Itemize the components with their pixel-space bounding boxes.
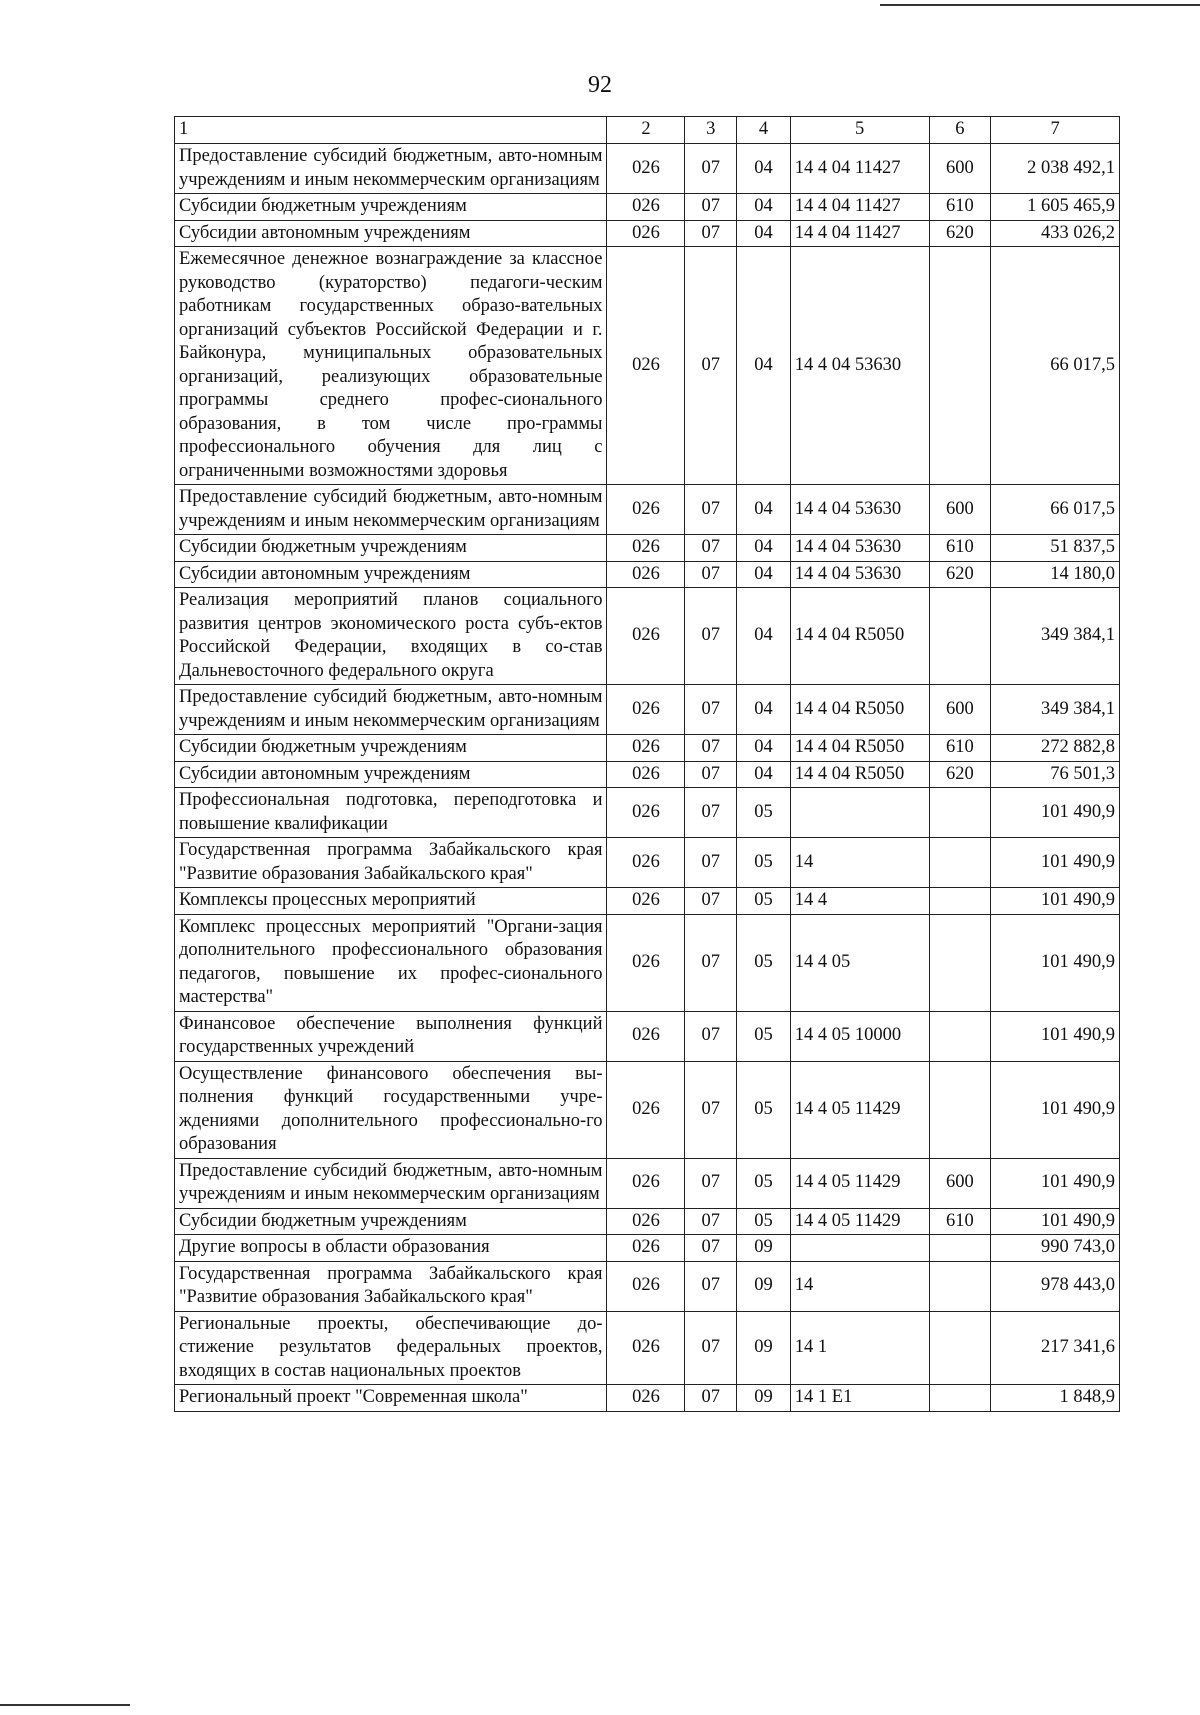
table-row [175,838,1120,888]
row-amount: 349 384,1 [991,588,1120,685]
row-subsection: 04 [737,194,791,221]
row-amount: 101 490,9 [991,914,1120,1011]
row-expense-type: 610 [929,1208,991,1235]
row-name: Субсидии бюджетным учреждениям [175,194,607,221]
header-col-2: 2 [607,117,685,144]
row-section: 07 [685,144,737,194]
row-code: 026 [607,535,685,562]
row-section: 07 [685,220,737,247]
row-target-article: 14 4 05 11429 [790,1158,929,1208]
table-row [175,561,1120,588]
row-subsection: 04 [737,761,791,788]
table-row [175,588,1120,685]
row-target-article: 14 4 04 R5050 [790,735,929,762]
table-row [175,485,1120,535]
row-expense-type [929,1011,991,1061]
row-expense-type: 610 [929,194,991,221]
row-expense-type: 600 [929,1158,991,1208]
row-name: Государственная программа Забайкальского края "Развитие образования Забайкальского края" [175,838,607,888]
row-amount: 1 848,9 [991,1385,1120,1412]
row-section: 07 [685,1208,737,1235]
row-expense-type [929,838,991,888]
row-name: Комплексы процессных мероприятий [175,888,607,915]
row-target-article: 14 4 04 R5050 [790,588,929,685]
row-code: 026 [607,220,685,247]
row-expense-type [929,247,991,485]
table-row [175,761,1120,788]
table-row [175,685,1120,735]
row-section: 07 [685,194,737,221]
row-expense-type: 600 [929,144,991,194]
row-section: 07 [685,914,737,1011]
row-target-article: 14 4 [790,888,929,915]
row-expense-type: 620 [929,220,991,247]
row-expense-type: 620 [929,561,991,588]
row-subsection: 04 [737,685,791,735]
row-section: 07 [685,888,737,915]
row-section: 07 [685,735,737,762]
row-code: 026 [607,588,685,685]
table-row [175,1208,1120,1235]
row-name: Осуществление финансового обеспечения вы-полнения функций государственными учре-ждениями дополнительного профессионально-го образования [175,1061,607,1158]
row-code: 026 [607,194,685,221]
row-code: 026 [607,144,685,194]
table-row [175,1011,1120,1061]
row-amount: 272 882,8 [991,735,1120,762]
table-row [175,1385,1120,1412]
row-amount: 1 605 465,9 [991,194,1120,221]
row-subsection: 04 [737,535,791,562]
row-expense-type [929,914,991,1011]
row-section: 07 [685,761,737,788]
row-amount: 101 490,9 [991,1011,1120,1061]
row-name: Предоставление субсидий бюджетным, авто-номным учреждениям и иным некоммерческим организациям [175,485,607,535]
row-amount: 101 490,9 [991,888,1120,915]
row-name: Субсидии бюджетным учреждениям [175,1208,607,1235]
row-target-article [790,1235,929,1262]
row-subsection: 04 [737,247,791,485]
table-row [175,1261,1120,1311]
row-name: Другие вопросы в области образования [175,1235,607,1262]
row-code: 026 [607,888,685,915]
row-amount: 433 026,2 [991,220,1120,247]
row-subsection: 09 [737,1385,791,1412]
row-amount: 51 837,5 [991,535,1120,562]
row-code: 026 [607,1311,685,1385]
row-target-article: 14 4 04 53630 [790,485,929,535]
row-code: 026 [607,761,685,788]
scan-edge-line-bottom [0,1704,130,1706]
row-name: Региональные проекты, обеспечивающие до-стижение результатов федеральных проектов, входящих в состав национальных проектов [175,1311,607,1385]
row-subsection: 09 [737,1261,791,1311]
row-amount: 66 017,5 [991,485,1120,535]
row-section: 07 [685,838,737,888]
table-row [175,1311,1120,1385]
row-expense-type: 610 [929,535,991,562]
row-subsection: 05 [737,914,791,1011]
row-subsection: 04 [737,220,791,247]
row-target-article: 14 4 05 11429 [790,1061,929,1158]
row-name: Субсидии бюджетным учреждениям [175,535,607,562]
row-target-article: 14 4 04 11427 [790,220,929,247]
row-code: 026 [607,1385,685,1412]
row-code: 026 [607,1208,685,1235]
row-target-article: 14 4 04 53630 [790,561,929,588]
row-target-article: 14 4 05 11429 [790,1208,929,1235]
row-code: 026 [607,1158,685,1208]
row-expense-type [929,1385,991,1412]
row-name: Субсидии автономным учреждениям [175,761,607,788]
scan-edge-line-top [880,4,1200,6]
row-amount: 14 180,0 [991,561,1120,588]
row-subsection: 05 [737,838,791,888]
row-name: Предоставление субсидий бюджетным, авто-номным учреждениям и иным некоммерческим организациям [175,685,607,735]
table-row [175,788,1120,838]
page-number: 92 [588,72,612,98]
row-code: 026 [607,735,685,762]
row-section: 07 [685,1011,737,1061]
row-section: 07 [685,1311,737,1385]
row-amount: 101 490,9 [991,1158,1120,1208]
row-subsection: 04 [737,144,791,194]
row-amount: 349 384,1 [991,685,1120,735]
row-expense-type [929,1061,991,1158]
row-target-article: 14 4 04 53630 [790,535,929,562]
budget-table [174,116,1120,1412]
header-col-4: 4 [737,117,791,144]
row-subsection: 04 [737,588,791,685]
row-name: Финансовое обеспечение выполнения функций государственных учреждений [175,1011,607,1061]
table-row [175,914,1120,1011]
row-code: 026 [607,561,685,588]
row-name: Реализация мероприятий планов социального развития центров экономического роста субъ-ектов Российской Федерации, входящих в со-став Дальневосточного федерального округа [175,588,607,685]
row-name: Ежемесячное денежное вознаграждение за классное руководство (кураторство) педагоги-ческим работникам государственных образо-вательных организаций субъектов Российской Федерации и г. Байконура, муниципальных образовательных организаций, реализующих образовательные программы среднего профес-сионального образования, в том числе про-граммы профессионального обучения для лиц с ограниченными возможностями здоровья [175,247,607,485]
row-subsection: 09 [737,1311,791,1385]
row-target-article: 14 1 [790,1311,929,1385]
row-name: Профессиональная подготовка, переподготовка и повышение квалификации [175,788,607,838]
row-name: Субсидии автономным учреждениям [175,220,607,247]
table-row [175,144,1120,194]
header-col-5: 5 [790,117,929,144]
row-name: Субсидии бюджетным учреждениям [175,735,607,762]
table-row [175,535,1120,562]
row-expense-type [929,788,991,838]
table-row [175,220,1120,247]
row-code: 026 [607,685,685,735]
row-expense-type: 610 [929,735,991,762]
row-section: 07 [685,247,737,485]
row-subsection: 04 [737,735,791,762]
table-row [175,735,1120,762]
row-subsection: 05 [737,788,791,838]
row-code: 026 [607,485,685,535]
row-expense-type [929,1235,991,1262]
row-code: 026 [607,838,685,888]
row-amount: 101 490,9 [991,1208,1120,1235]
row-subsection: 05 [737,1011,791,1061]
table-row [175,1061,1120,1158]
row-subsection: 05 [737,1061,791,1158]
row-amount: 101 490,9 [991,1061,1120,1158]
row-target-article: 14 4 04 53630 [790,247,929,485]
row-expense-type [929,588,991,685]
row-target-article: 14 4 04 11427 [790,144,929,194]
row-code: 026 [607,1011,685,1061]
row-section: 07 [685,485,737,535]
row-target-article: 14 4 05 10000 [790,1011,929,1061]
row-target-article: 14 [790,838,929,888]
row-amount: 978 443,0 [991,1261,1120,1311]
header-col-7: 7 [991,117,1120,144]
row-target-article: 14 4 04 11427 [790,194,929,221]
header-col-6: 6 [929,117,991,144]
row-name: Комплекс процессных мероприятий "Органи-зация дополнительного профессионального образования педагогов, повышение их профес-сионального мастерства" [175,914,607,1011]
row-section: 07 [685,1385,737,1412]
row-code: 026 [607,1235,685,1262]
row-amount: 217 341,6 [991,1311,1120,1385]
row-amount: 101 490,9 [991,788,1120,838]
row-section: 07 [685,685,737,735]
row-target-article: 14 1 E1 [790,1385,929,1412]
row-name: Государственная программа Забайкальского края "Развитие образования Забайкальского края" [175,1261,607,1311]
row-amount: 66 017,5 [991,247,1120,485]
row-section: 07 [685,535,737,562]
row-amount: 990 743,0 [991,1235,1120,1262]
table-row [175,1235,1120,1262]
row-name: Региональный проект "Современная школа" [175,1385,607,1412]
row-section: 07 [685,588,737,685]
header-col-1: 1 [175,117,607,144]
row-section: 07 [685,1261,737,1311]
row-target-article: 14 4 05 [790,914,929,1011]
row-amount: 101 490,9 [991,838,1120,888]
row-amount: 2 038 492,1 [991,144,1120,194]
row-subsection: 04 [737,561,791,588]
row-expense-type: 600 [929,485,991,535]
row-section: 07 [685,1235,737,1262]
table-row [175,194,1120,221]
table-row [175,247,1120,485]
header-col-3: 3 [685,117,737,144]
row-target-article [790,788,929,838]
table-row [175,1158,1120,1208]
row-section: 07 [685,1061,737,1158]
row-subsection: 04 [737,485,791,535]
row-expense-type [929,1311,991,1385]
row-code: 026 [607,247,685,485]
row-target-article: 14 [790,1261,929,1311]
row-subsection: 09 [737,1235,791,1262]
row-code: 026 [607,914,685,1011]
row-amount: 76 501,3 [991,761,1120,788]
row-section: 07 [685,1158,737,1208]
row-target-article: 14 4 04 R5050 [790,761,929,788]
row-subsection: 05 [737,888,791,915]
row-code: 026 [607,1061,685,1158]
row-expense-type [929,888,991,915]
row-expense-type: 620 [929,761,991,788]
row-section: 07 [685,561,737,588]
row-name: Предоставление субсидий бюджетным, авто-номным учреждениям и иным некоммерческим организациям [175,1158,607,1208]
row-name: Предоставление субсидий бюджетным, авто-номным учреждениям и иным некоммерческим организациям [175,144,607,194]
row-expense-type [929,1261,991,1311]
row-code: 026 [607,1261,685,1311]
row-expense-type: 600 [929,685,991,735]
row-name: Субсидии автономным учреждениям [175,561,607,588]
row-section: 07 [685,788,737,838]
row-code: 026 [607,788,685,838]
table-row [175,888,1120,915]
table-header-row [175,117,1120,144]
row-target-article: 14 4 04 R5050 [790,685,929,735]
row-subsection: 05 [737,1158,791,1208]
row-subsection: 05 [737,1208,791,1235]
